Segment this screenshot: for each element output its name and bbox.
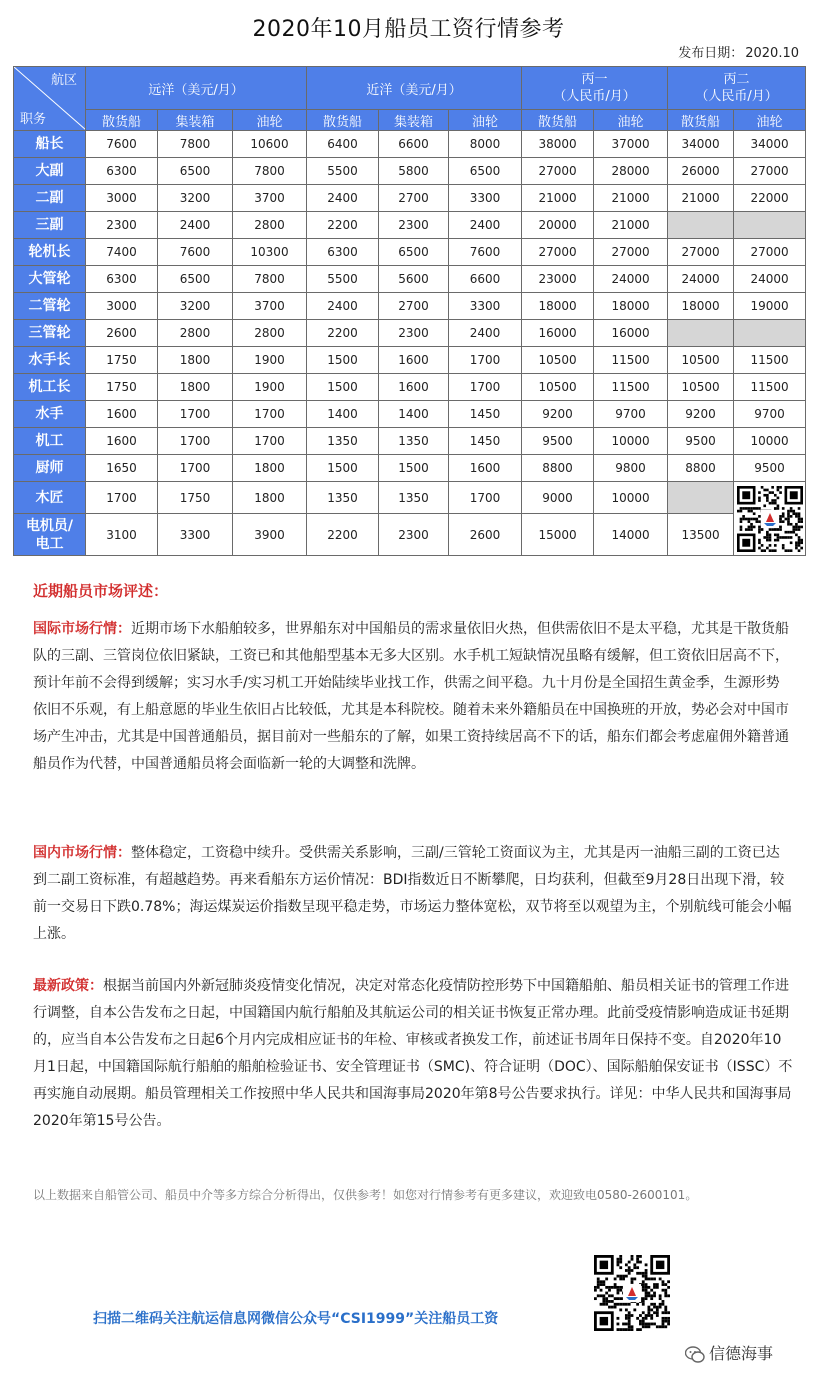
row-role: 木匠: [14, 482, 86, 514]
value-cell: 21000: [668, 185, 734, 212]
qr-cell: [734, 482, 806, 556]
section-text: 整体稳定，工资稳中续升。受供需关系影响，三副/三管轮工资面议为主，尤其是丙一油船三副的工资已达到二副工资标准，有超越趋势。再来看船东方运价情况：BDI指数近日不断攀爬，日均获利，但截至9月28日出现下滑，较前一交易日下跌0.78%；海运煤炭运价指数呈现平稳走势，市场运力整体宽松，双节将至以观望为主，个别航线可能会小幅上涨。: [33, 845, 792, 942]
value-cell: 2800: [233, 320, 307, 347]
group-header-ocean: 远洋（美元/月）: [86, 67, 307, 110]
value-cell: 16000: [594, 320, 668, 347]
section-text: 近期市场下水船舶较多，世界船东对中国船员的需求量依旧火热，但供需依旧不是太平稳，尤其是干散货船队的三副、三管岗位依旧紧缺，工资已和其他船型基本无多大区别。水手机工短缺情况虽略有缓解，但工资依旧居高不下，预计年前不会得到缓解；实习水手/实习机工开始陆续毕业找工作，供需之间平稳。九十月份是全国招生黄金季，生源形势依旧不乐观，有上船意愿的毕业生依旧占比较低，尤其是本科院校。随着未来外籍船员在中国换班的开放，势必会对中国市场产生冲击，尤其是中国普通船员，据目前对一些船东的了解，如果工资持续居高不下的话，船东们都会考虑雇佣外籍普通船员作为代替，中国普通船员将会面临新一轮的大调整和洗牌。: [33, 621, 789, 772]
value-cell: 1700: [86, 482, 158, 514]
column-header: 油轮: [233, 110, 307, 131]
corner-label-position: 职务: [20, 112, 47, 127]
column-header: 油轮: [449, 110, 522, 131]
brand-text: 信德海事: [709, 1344, 774, 1363]
value-cell: 3300: [449, 293, 522, 320]
value-cell: 38000: [522, 131, 594, 158]
value-cell: 13500: [668, 514, 734, 556]
table-row: [14, 158, 806, 185]
brand-name: [685, 1341, 773, 1364]
value-cell: 10500: [668, 374, 734, 401]
qr-code-icon: [737, 486, 803, 552]
value-cell: 1750: [158, 482, 233, 514]
table-row: [14, 482, 806, 514]
value-cell: 1750: [86, 347, 158, 374]
group-header-class-c1: 丙一 （人民币/月）: [522, 67, 668, 110]
table-row: [14, 212, 806, 239]
table-row: [14, 401, 806, 428]
row-role: 轮机长: [14, 239, 86, 266]
value-cell: 3700: [233, 293, 307, 320]
table-row: [14, 455, 806, 482]
row-role: 三管轮: [14, 320, 86, 347]
value-cell: 1500: [379, 455, 449, 482]
value-cell: 1450: [449, 428, 522, 455]
value-cell: 1900: [233, 374, 307, 401]
value-cell: 2400: [449, 320, 522, 347]
value-cell: 10000: [594, 428, 668, 455]
table-row: [14, 266, 806, 293]
value-cell: 7800: [233, 266, 307, 293]
qr-code-icon: [594, 1255, 670, 1331]
value-cell: 22000: [734, 185, 806, 212]
value-cell: 7600: [158, 239, 233, 266]
value-cell: 6500: [449, 158, 522, 185]
value-cell: 3000: [86, 293, 158, 320]
column-header: 散货船: [522, 110, 594, 131]
table-row: [14, 514, 806, 556]
column-header: 油轮: [734, 110, 806, 131]
value-cell: 5500: [307, 266, 379, 293]
empty-cell: [668, 320, 734, 347]
value-cell: 8800: [522, 455, 594, 482]
value-cell: 18000: [668, 293, 734, 320]
column-header: 散货船: [668, 110, 734, 131]
table-row: [14, 374, 806, 401]
value-cell: 2400: [307, 185, 379, 212]
value-cell: 6600: [379, 131, 449, 158]
value-cell: 1900: [233, 347, 307, 374]
value-cell: 6500: [158, 158, 233, 185]
row-role: 机工: [14, 428, 86, 455]
value-cell: 9500: [734, 455, 806, 482]
value-cell: 27000: [522, 158, 594, 185]
corner-label-region: 航区: [50, 73, 77, 88]
empty-cell: [734, 212, 806, 239]
value-cell: 1400: [379, 401, 449, 428]
value-cell: 7600: [449, 239, 522, 266]
value-cell: 1700: [158, 401, 233, 428]
value-cell: 3100: [86, 514, 158, 556]
value-cell: 1700: [158, 428, 233, 455]
row-role: 大管轮: [14, 266, 86, 293]
value-cell: 1600: [379, 374, 449, 401]
value-cell: 19000: [734, 293, 806, 320]
value-cell: 10000: [734, 428, 806, 455]
value-cell: 27000: [668, 239, 734, 266]
value-cell: 1400: [307, 401, 379, 428]
value-cell: 16000: [522, 320, 594, 347]
row-role: 水手: [14, 401, 86, 428]
value-cell: 11500: [734, 374, 806, 401]
remarks-title: 近期船员市场评述：: [33, 582, 169, 600]
row-role: 大副: [14, 158, 86, 185]
value-cell: 2700: [379, 185, 449, 212]
value-cell: 1700: [449, 374, 522, 401]
value-cell: 10000: [594, 482, 668, 514]
value-cell: 14000: [594, 514, 668, 556]
table-row: [14, 428, 806, 455]
empty-cell: [668, 482, 734, 514]
value-cell: 1650: [86, 455, 158, 482]
value-cell: 15000: [522, 514, 594, 556]
empty-cell: [734, 320, 806, 347]
value-cell: 2300: [379, 514, 449, 556]
value-cell: 1700: [449, 482, 522, 514]
value-cell: 1350: [379, 428, 449, 455]
value-cell: 9800: [594, 455, 668, 482]
publish-date: [676, 42, 799, 61]
value-cell: 1800: [158, 374, 233, 401]
value-cell: 1500: [307, 374, 379, 401]
column-header: 油轮: [594, 110, 668, 131]
row-role: 二管轮: [14, 293, 86, 320]
value-cell: 34000: [668, 131, 734, 158]
value-cell: 1600: [86, 401, 158, 428]
value-cell: 7400: [86, 239, 158, 266]
value-cell: 1800: [233, 482, 307, 514]
value-cell: 1600: [379, 347, 449, 374]
column-header: 集装箱: [158, 110, 233, 131]
value-cell: 1750: [86, 374, 158, 401]
row-role: 船长: [14, 131, 86, 158]
publish-date-value: 2020.10: [745, 46, 799, 61]
value-cell: 2400: [449, 212, 522, 239]
value-cell: 6300: [307, 239, 379, 266]
scan-instruction: 扫描二维码关注航运信息网微信公众号“CSI1999”关注船员工资: [93, 1311, 499, 1327]
page-title: 2020年10月船员工资行情参考: [252, 17, 565, 42]
value-cell: 24000: [734, 266, 806, 293]
table-row: [14, 239, 806, 266]
value-cell: 6400: [307, 131, 379, 158]
value-cell: 3200: [158, 293, 233, 320]
value-cell: 1700: [233, 428, 307, 455]
salary-table: [13, 66, 806, 556]
value-cell: 21000: [594, 212, 668, 239]
table-row: [14, 320, 806, 347]
table-header-row: [14, 67, 806, 110]
value-cell: 11500: [594, 347, 668, 374]
column-header: 集装箱: [379, 110, 449, 131]
value-cell: 3700: [233, 185, 307, 212]
value-cell: 8800: [668, 455, 734, 482]
section-policy: [33, 973, 793, 1135]
value-cell: 6300: [86, 158, 158, 185]
column-header: 散货船: [307, 110, 379, 131]
section-international: [33, 616, 793, 778]
value-cell: 1600: [86, 428, 158, 455]
value-cell: 1350: [307, 482, 379, 514]
publish-date-label: 发布日期：: [678, 46, 744, 61]
value-cell: 21000: [522, 185, 594, 212]
value-cell: 9500: [668, 428, 734, 455]
value-cell: 1350: [379, 482, 449, 514]
value-cell: 1700: [158, 455, 233, 482]
table-row: [14, 131, 806, 158]
value-cell: 2700: [379, 293, 449, 320]
value-cell: 2300: [379, 212, 449, 239]
value-cell: 2600: [86, 320, 158, 347]
section-label: 最新政策：: [33, 978, 103, 994]
value-cell: 1800: [158, 347, 233, 374]
value-cell: 2300: [379, 320, 449, 347]
value-cell: 3200: [158, 185, 233, 212]
value-cell: 27000: [594, 239, 668, 266]
value-cell: 1600: [449, 455, 522, 482]
value-cell: 21000: [594, 185, 668, 212]
value-cell: 2400: [307, 293, 379, 320]
value-cell: 9700: [594, 401, 668, 428]
value-cell: 7800: [158, 131, 233, 158]
section-domestic: [33, 840, 793, 948]
value-cell: 6300: [86, 266, 158, 293]
value-cell: 2400: [158, 212, 233, 239]
value-cell: 5800: [379, 158, 449, 185]
value-cell: 2200: [307, 212, 379, 239]
value-cell: 10500: [668, 347, 734, 374]
empty-cell: [668, 212, 734, 239]
section-text: 根据当前国内外新冠肺炎疫情变化情况，决定对常态化疫情防控形势下中国籍船舶、船员相关证书的管理工作进行调整，自本公告发布之日起，中国籍国内航行船舶及其航运公司的相关证书恢复正常办理。此前受疫情影响造成证书延期的，应当自本公告发布之日起6个月内完成相应证书的年检、审核或者换发工作，前述证书周年日保持不变。自2020年10月1日起，中国籍国际航行船舶的船舶检验证书、安全管理证书（SMC)、符合证明（DOC）、国际船舶保安证书（ISSC）不再实施自动展期。船员管理相关工作按照中华人民共和国海事局2020年第8号公告要求执行。详见：中华人民共和国海事局2020年第15号公告。: [33, 978, 793, 1129]
value-cell: 2200: [307, 320, 379, 347]
row-role: 三副: [14, 212, 86, 239]
section-label: 国内市场行情：: [33, 845, 131, 861]
group-header-near-sea: 近洋（美元/月）: [307, 67, 522, 110]
value-cell: 10500: [522, 347, 594, 374]
value-cell: 2300: [86, 212, 158, 239]
value-cell: 1450: [449, 401, 522, 428]
value-cell: 20000: [522, 212, 594, 239]
value-cell: 2800: [158, 320, 233, 347]
table-row: [14, 347, 806, 374]
value-cell: 1700: [449, 347, 522, 374]
value-cell: 26000: [668, 158, 734, 185]
value-cell: 6500: [379, 239, 449, 266]
value-cell: 18000: [594, 293, 668, 320]
value-cell: 9200: [522, 401, 594, 428]
value-cell: 9000: [522, 482, 594, 514]
value-cell: 9500: [522, 428, 594, 455]
value-cell: 7800: [233, 158, 307, 185]
row-role: 厨师: [14, 455, 86, 482]
value-cell: 5600: [379, 266, 449, 293]
value-cell: 10500: [522, 374, 594, 401]
value-cell: 10300: [233, 239, 307, 266]
value-cell: 3900: [233, 514, 307, 556]
value-cell: 8000: [449, 131, 522, 158]
value-cell: 24000: [668, 266, 734, 293]
table-row: [14, 293, 806, 320]
row-role: 机工长: [14, 374, 86, 401]
value-cell: 37000: [594, 131, 668, 158]
value-cell: 6500: [158, 266, 233, 293]
value-cell: 1800: [233, 455, 307, 482]
value-cell: 9700: [734, 401, 806, 428]
group-header-class-c2: 丙二 （人民币/月）: [668, 67, 806, 110]
footnote: 以上数据来自船管公司、船员中介等多方综合分析得出，仅供参考！如您对行情参考有更多建议，欢迎致电0580-2600101。: [33, 1188, 698, 1202]
row-role: 水手长: [14, 347, 86, 374]
section-label: 国际市场行情：: [33, 621, 131, 637]
row-role: 电机员/ 电工: [14, 514, 86, 556]
column-header: 散货船: [86, 110, 158, 131]
value-cell: 3300: [449, 185, 522, 212]
value-cell: 28000: [594, 158, 668, 185]
table-subheader-row: [14, 110, 806, 131]
value-cell: 27000: [734, 239, 806, 266]
value-cell: 18000: [522, 293, 594, 320]
value-cell: 11500: [594, 374, 668, 401]
value-cell: 1500: [307, 347, 379, 374]
value-cell: 1350: [307, 428, 379, 455]
value-cell: 9200: [668, 401, 734, 428]
value-cell: 2600: [449, 514, 522, 556]
table-corner-cell: [14, 67, 86, 131]
row-role: 二副: [14, 185, 86, 212]
value-cell: 23000: [522, 266, 594, 293]
table-row: [14, 185, 806, 212]
value-cell: 27000: [734, 158, 806, 185]
wechat-icon: [685, 1346, 705, 1364]
value-cell: 3000: [86, 185, 158, 212]
value-cell: 2200: [307, 514, 379, 556]
value-cell: 1700: [233, 401, 307, 428]
value-cell: 7600: [86, 131, 158, 158]
value-cell: 1500: [307, 455, 379, 482]
value-cell: 11500: [734, 347, 806, 374]
value-cell: 34000: [734, 131, 806, 158]
value-cell: 27000: [522, 239, 594, 266]
value-cell: 2800: [233, 212, 307, 239]
value-cell: 6600: [449, 266, 522, 293]
value-cell: 3300: [158, 514, 233, 556]
value-cell: 24000: [594, 266, 668, 293]
value-cell: 10600: [233, 131, 307, 158]
value-cell: 5500: [307, 158, 379, 185]
